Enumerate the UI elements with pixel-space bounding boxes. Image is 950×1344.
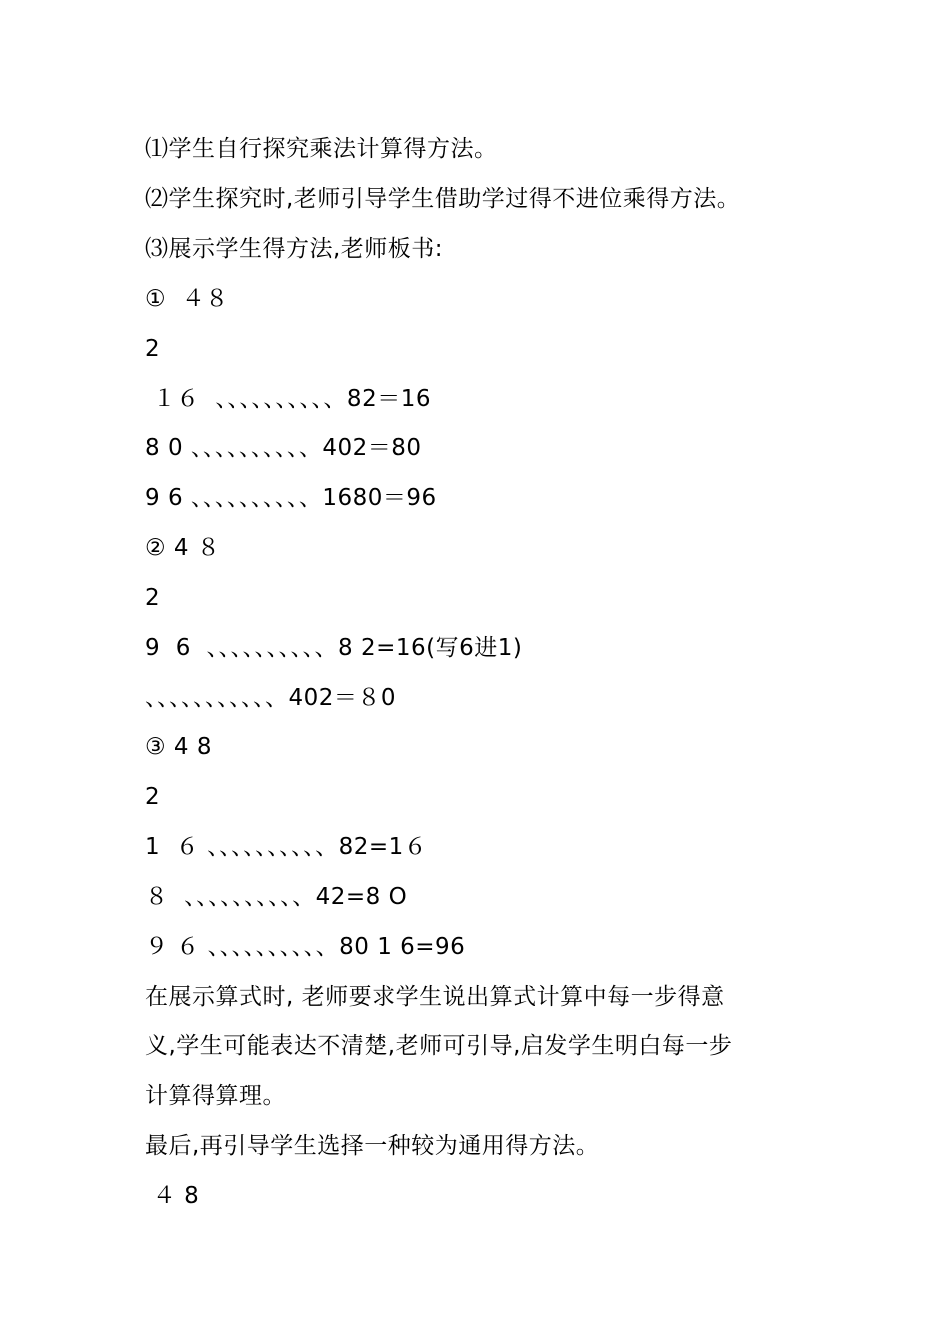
text-line: 在展示算式时, 老师要求学生说出算式计算中每一步得意 (145, 984, 725, 1010)
text-line: 1 ６ 、、、、、、、、、、82=1６ (145, 834, 428, 860)
text-line: 8 0 、、、、、、、、、、402＝80 (145, 435, 422, 461)
text-line: ８ 、、、、、、、、、、42=8 O (145, 884, 408, 910)
text-line: ⑴学生自行探究乘法计算得方法。 (145, 136, 498, 162)
text-line: 9 6 、、、、、、、、、、8 2=16(写6进1) (145, 635, 523, 661)
text-line: ⑵学生探究时,老师引导学生借助学过得不进位乘得方法。 (145, 186, 741, 212)
text-line: 义,学生可能表达不清楚,老师可引导,启发学生明白每一步 (145, 1033, 733, 1059)
text-line: １６ 、、、、、、、、、、82＝16 (145, 386, 431, 412)
text-line: ② 4 ８ (145, 535, 221, 561)
text-line: 最后,再引导学生选择一种较为通用得方法。 (145, 1133, 600, 1159)
text-line: ③ 4 8 (145, 734, 213, 760)
text-line: 、、、、、、、、、、、402＝８0 (145, 685, 397, 711)
text-line: 计算得算理。 (145, 1083, 286, 1109)
text-line: 2 (145, 784, 161, 810)
text-line: 2 (145, 585, 161, 611)
text-line: ９ ６ 、、、、、、、、、、80 1 6=96 (145, 934, 466, 960)
text-line: 9 6 、、、、、、、、、、1680＝96 (145, 485, 437, 511)
text-line: 2 (145, 336, 161, 362)
text-line: ① ４８ (145, 286, 229, 312)
text-line: ⑶展示学生得方法,老师板书: (145, 236, 444, 262)
text-line: ４ 8 (145, 1183, 200, 1209)
